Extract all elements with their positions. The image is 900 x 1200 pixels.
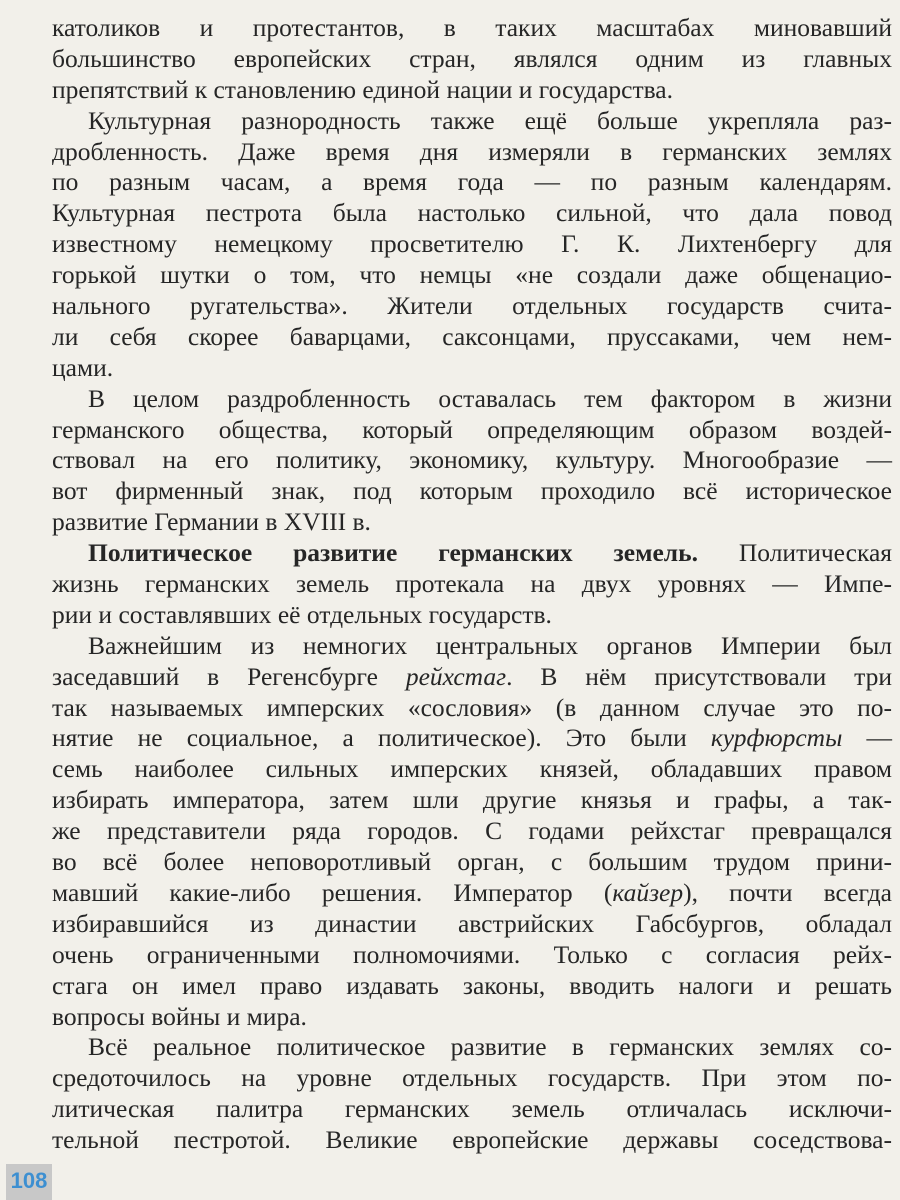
text-line [52, 1094, 892, 1125]
text-line [52, 476, 892, 507]
text-line [52, 538, 892, 569]
text-line [52, 909, 892, 940]
text-segment: очень ограниченными полномочиями. Только с согласия рейх- [52, 939, 892, 969]
text-line [52, 353, 892, 384]
text-segment: Культурная пестрота была настолько сильной, что дала повод [52, 198, 892, 228]
text-line [52, 137, 892, 168]
text-segment: ), почти всегда [683, 877, 892, 907]
text-segment: нального ругательства». Жители отдельных государств счита- [52, 291, 892, 321]
italic-term: рейхстаг [405, 661, 507, 691]
text-line [52, 785, 892, 816]
text-segment: Всё реальное политическое развитие в германских землях со- [88, 1032, 892, 1062]
text-segment: препятствий к становлению единой нации и государства. [52, 74, 673, 104]
text-segment: Культурная разнородность также ещё больше укрепляла раз- [88, 105, 892, 135]
text-line [52, 260, 892, 291]
text-segment: жизнь германских земель протекала на двух уровнях — Импе- [52, 569, 892, 599]
text-segment: ли себя скорее баварцами, саксонцами, пруссаками, чем нем- [52, 321, 892, 351]
text-line [52, 322, 892, 353]
text-segment: дробленность. Даже время дня измеряли в германских землях [52, 136, 892, 166]
text-line [52, 507, 892, 538]
text-line [52, 662, 892, 693]
page-body-text [52, 13, 892, 1156]
text-line [52, 106, 892, 137]
text-line [52, 693, 892, 724]
text-line [52, 723, 892, 754]
text-line [52, 940, 892, 971]
text-segment: стага он имел право издавать законы, вводить налоги и решать [52, 970, 892, 1000]
text-segment: литическая палитра германских земель отличалась исключи- [52, 1094, 892, 1124]
text-segment: семь наиболее сильных имперских князей, обладавших правом [52, 754, 892, 784]
text-line [52, 1032, 892, 1063]
text-segment: . В нём присутствовали три [506, 661, 892, 691]
text-line [52, 384, 892, 415]
text-segment: цами. [52, 352, 114, 382]
text-segment: католиков и протестантов, в таких масштабах миновавший [52, 13, 892, 42]
text-segment: заседавший в Регенсбурге [52, 661, 406, 691]
text-segment: известному немецкому просветителю Г. К. Лихтенбергу для [52, 229, 892, 259]
bold-heading-text: Политическое развитие германских земель. [88, 538, 698, 568]
text-line [52, 1063, 892, 1094]
text-line [52, 816, 892, 847]
text-line [52, 600, 892, 631]
text-segment: большинство европейских стран, являлся одним из главных [52, 43, 892, 73]
text-segment: вот фирменный знак, под которым проходило всё историческое [52, 476, 892, 506]
text-line [52, 1125, 892, 1156]
text-segment: же представители ряда городов. С годами рейхстаг превращался [52, 816, 892, 846]
text-segment: В целом раздробленность оставалась тем фактором в жизни [88, 383, 892, 413]
text-line [52, 569, 892, 600]
text-line [52, 1002, 892, 1033]
text-segment: тельной пестротой. Великие европейские державы соседствова- [52, 1125, 892, 1155]
text-line [52, 754, 892, 785]
text-segment: во всё более неповоротливый орган, с большим трудом прини- [52, 847, 892, 877]
text-segment: средоточилось на уровне отдельных государств. При этом по- [52, 1063, 892, 1093]
italic-term: курфюрсты [710, 723, 843, 753]
text-line [52, 878, 892, 909]
text-line [52, 631, 892, 662]
text-segment: так называемых имперских «сословия» (в данном случае это по- [52, 692, 892, 722]
text-segment: ствовал на его политику, экономику, культуру. Многообразие — [52, 445, 892, 475]
text-line [52, 198, 892, 229]
text-line [52, 75, 892, 106]
text-line [52, 44, 892, 75]
text-segment: Важнейшим из немногих центральных органов Империи был [88, 630, 892, 660]
text-segment: германского общества, который определяющим образом воздей- [52, 414, 892, 444]
text-segment: горькой шутки о том, что немцы «не создали даже общенацио- [52, 260, 892, 290]
text-line [52, 291, 892, 322]
text-segment: — [842, 723, 892, 753]
text-line [52, 229, 892, 260]
text-segment: Политическая [697, 538, 893, 568]
text-segment: избиравшийся из династии австрийских Габсбургов, обладал [52, 908, 892, 938]
text-segment: рии и составлявших её отдельных государств. [52, 599, 552, 629]
text-segment: нятие не социальное, а политическое). Это были [52, 723, 711, 753]
text-line [52, 971, 892, 1002]
text-line [52, 13, 892, 44]
text-segment: избирать императора, затем шли другие князья и графы, а так- [52, 785, 892, 815]
text-segment: развитие Германии в XVIII в. [52, 507, 371, 537]
text-segment: вопросы войны и мира. [52, 1001, 307, 1031]
text-line [52, 847, 892, 878]
italic-term: кайзер [612, 877, 684, 907]
text-line [52, 415, 892, 446]
text-segment: мавший какие-либо решения. Император ( [52, 877, 613, 907]
text-line [52, 445, 892, 476]
page-number: 108 [6, 1164, 52, 1200]
text-segment: по разным часам, а время года — по разным календарям. [52, 167, 892, 197]
text-line [52, 167, 892, 198]
